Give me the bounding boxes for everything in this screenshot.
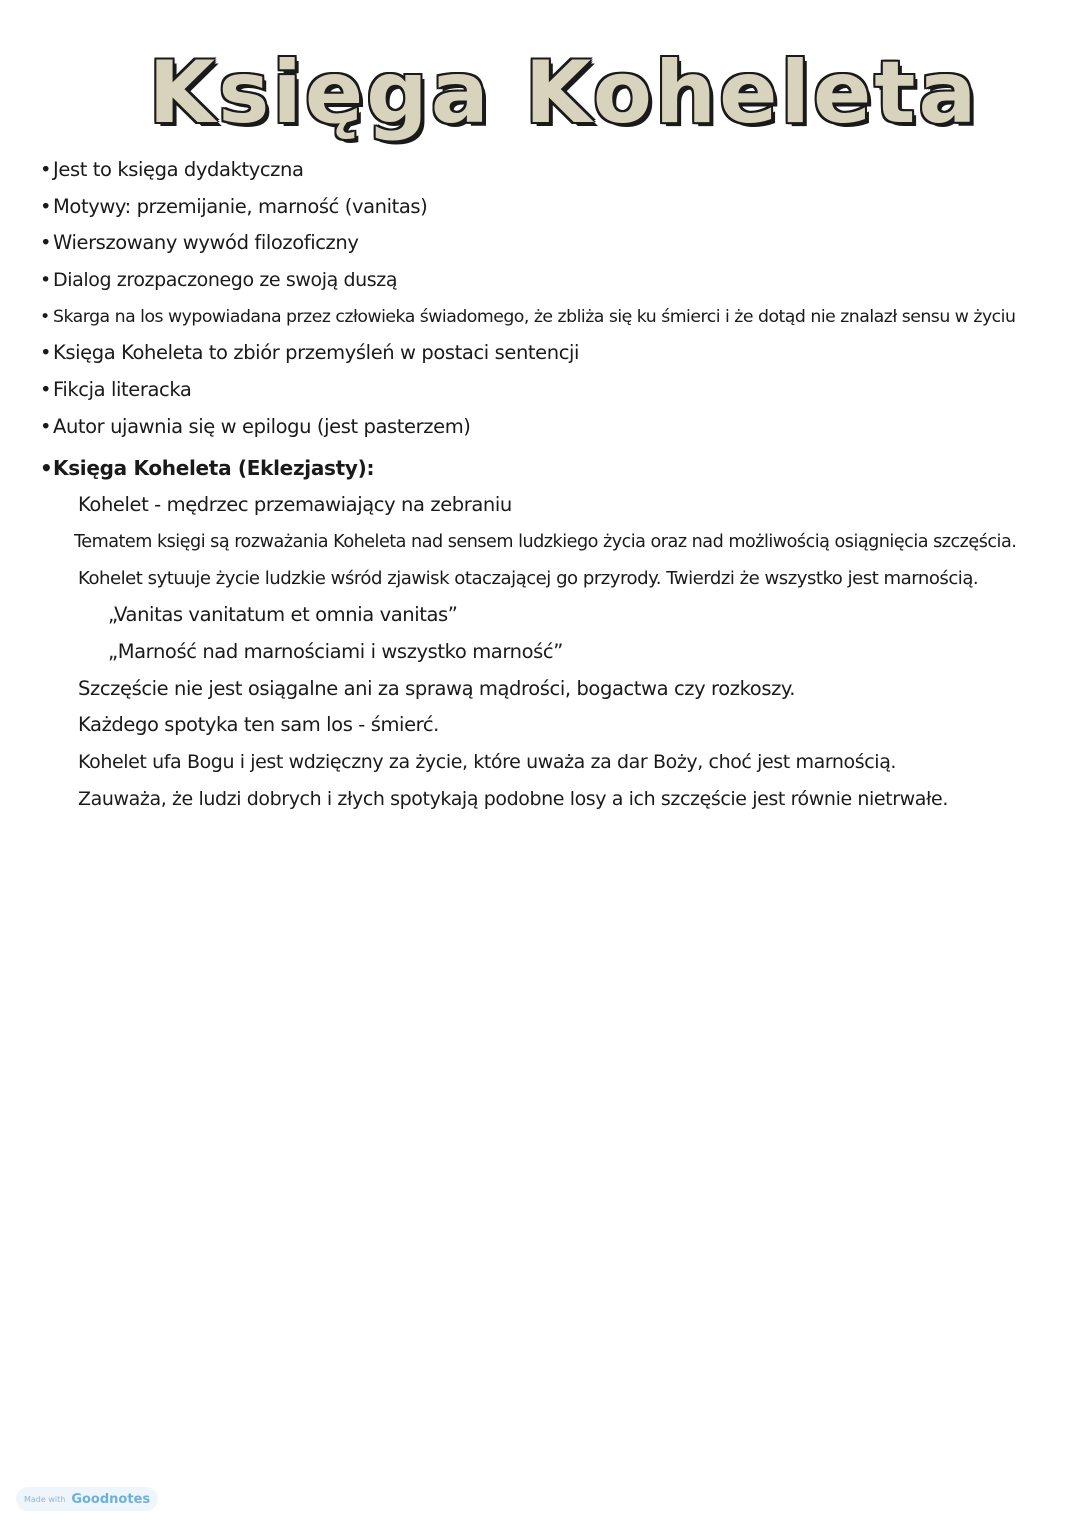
section-line: Tematem księgi są rozważania Koheleta nad sensem ludzkiego życia oraz nad możliwością osiągnięcia szczęścia. [74,532,1017,552]
bullet-item: • Fikcja literacka [40,372,1015,409]
bullet-item: • Księga Koheleta to zbiór przemyśleń w postaci sentencji [40,335,1015,372]
summary-bullet-list [40,152,1015,446]
section-line: Każdego spotyka ten sam los - śmierć. [78,713,439,736]
quote-line: „Marność nad marnościami i wszystko marność” [108,640,563,663]
section-line: Zauważa, że ludzi dobrych i złych spotykają podobne losy a ich szczęście jest równie nietrwałe. [78,788,948,810]
section-line: Kohelet ufa Bogu i jest wdzięczny za życie, które uważa za dar Boży, choć jest marnością. [78,751,897,773]
bullet-item: • Motywy: przemijanie, marność (vanitas) [40,189,1015,226]
bullet-item: • Dialog zrozpaczonego ze swoją duszą [40,262,1015,299]
section-heading: • Księga Koheleta (Eklezjasty): [40,451,374,485]
bullet-item: • Wierszowany wywód filozoficzny [40,225,1015,262]
section-line: Kohelet sytuuje życie ludzkie wśród zjawisk otaczającej go przyrody. Twierdzi że wszystko jest marnością. [78,568,979,589]
goodnotes-logo: Goodnotes [71,1491,151,1507]
bullet-item: • Skarga na los wypowiadana przez człowieka świadomego, że zbliża się ku śmierci i że dotąd nie znalazł sensu w życiu [40,299,1015,336]
section-line: Kohelet - mędrzec przemawiający na zebraniu [78,493,512,516]
bullet-item: • Jest to księga dydaktyczna [40,152,1015,189]
page-title: Księga Koheleta [148,43,980,143]
made-with-goodnotes-badge [16,1487,158,1511]
section-line: Szczęście nie jest osiągalne ani za sprawą mądrości, bogactwa czy rozkoszy. [78,677,796,700]
quote-line: „Vanitas vanitatum et omnia vanitas” [108,603,458,626]
bullet-item: • Autor ujawnia się w epilogu (jest pasterzem) [40,409,1015,446]
badge-prefix: Made with [24,1494,66,1504]
